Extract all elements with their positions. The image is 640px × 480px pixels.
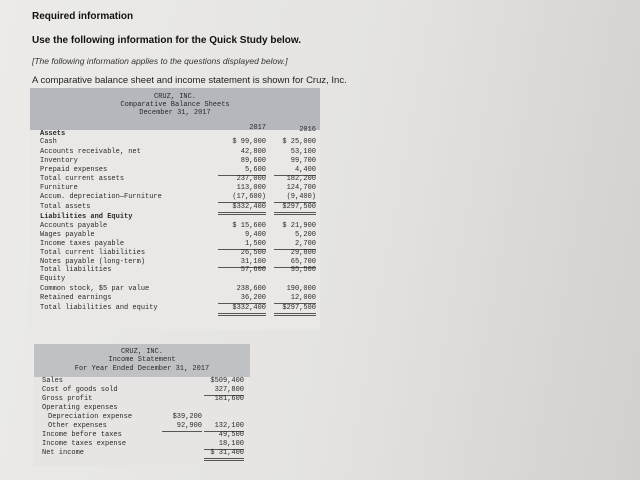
balance-sheet-row-label: Notes payable (long-term) — [40, 258, 146, 266]
balance-sheet-value-2016: $297,500 — [274, 304, 316, 316]
balance-sheet-row-label: Total current liabilities — [40, 249, 146, 257]
balance-sheet-row — [30, 222, 320, 231]
balance-sheet-value-2017: 237,000 — [236, 175, 266, 183]
balance-sheet-value-2016: 12,000 — [274, 294, 316, 304]
income-statement-row — [34, 431, 250, 440]
income-statement-row — [34, 404, 250, 413]
balance-sheet-row-label: Inventory — [40, 157, 78, 165]
balance-sheet-value-2016: 99,700 — [290, 157, 316, 165]
balance-sheet-value-2016: $297,500 — [274, 203, 316, 215]
balance-sheet-row-label: Cash — [40, 138, 57, 146]
balance-sheet-value-2017: (17,600) — [218, 193, 266, 203]
balance-sheet-row-label: Liabilities and Equity — [40, 213, 133, 221]
balance-sheet-value-2016: 65,700 — [274, 258, 316, 268]
income-statement-row — [34, 449, 250, 458]
balance-sheet-row-label: Total current assets — [40, 175, 125, 183]
income-statement-period: For Year Ended December 31, 2017 — [74, 365, 210, 373]
income-statement-total-value: $509,400 — [210, 377, 244, 385]
balance-sheet-value-2017: 238,600 — [236, 285, 266, 293]
income-statement-row-label: Cost of goods sold — [42, 386, 118, 394]
income-statement-row — [34, 386, 250, 395]
balance-sheet-value-2017: 36,200 — [218, 294, 266, 304]
balance-sheet-row-label: Total liabilities and equity — [40, 304, 158, 312]
income-statement-subtotal-value: 92,900 — [162, 422, 202, 432]
income-statement-row-label: Operating expenses — [42, 404, 118, 412]
balance-sheet-date: December 31, 2017 — [139, 109, 211, 117]
balance-sheet-row — [30, 138, 320, 147]
income-statement-row — [34, 395, 250, 404]
balance-sheet-value-2017: 5,600 — [218, 166, 266, 176]
balance-sheet-value-2016: 2,700 — [274, 240, 316, 250]
income-statement — [34, 344, 250, 466]
balance-sheet-value-2017: 1,500 — [218, 240, 266, 250]
balance-sheet-row — [30, 166, 320, 175]
income-statement-row-label: Income before taxes — [42, 431, 122, 439]
balance-sheet-value-2017: $332,400 — [218, 304, 266, 316]
income-statement-title: Income Statement — [108, 356, 176, 364]
balance-sheet-row — [30, 148, 320, 157]
balance-sheet-row — [30, 294, 320, 303]
balance-sheet-value-2017: $332,400 — [218, 203, 266, 215]
income-statement-total-value: $ 31,400 — [204, 449, 244, 461]
balance-sheet-value-2017: 9,400 — [244, 231, 266, 239]
balance-sheet-row-label: Accounts receivable, net — [40, 148, 141, 156]
balance-sheet-col-2017: 2017 — [249, 124, 266, 132]
balance-sheet-row-label: Income taxes payable — [40, 240, 125, 248]
income-statement-total-value: 327,800 — [204, 386, 244, 396]
balance-sheet-row — [30, 157, 320, 166]
balance-sheet-value-2017: 42,800 — [240, 148, 266, 156]
balance-sheet-row-label: Accum. depreciation—Furniture — [40, 193, 162, 201]
balance-sheet-value-2016: 182,200 — [286, 175, 316, 183]
income-statement-row-label: Gross profit — [42, 395, 93, 403]
balance-sheet-row — [30, 175, 320, 184]
balance-sheet-row — [30, 249, 320, 258]
balance-sheet-row-label: Accounts payable — [40, 222, 108, 230]
balance-sheet-row — [30, 184, 320, 193]
income-statement-total-value: 18,100 — [204, 440, 244, 450]
income-statement-row — [34, 413, 250, 422]
balance-sheet-value-2017: $ 15,600 — [232, 222, 266, 230]
balance-sheet-company: CRUZ, INC. — [153, 93, 196, 101]
balance-sheet-value-2016: (9,400) — [274, 193, 316, 203]
balance-sheet-row-label: Furniture — [40, 184, 78, 192]
income-statement-row — [34, 377, 250, 386]
balance-sheet-value-2017: 89,600 — [240, 157, 266, 165]
balance-sheet-row — [30, 285, 320, 294]
balance-sheet-title: Comparative Balance Sheets — [120, 101, 230, 109]
income-statement-total-value: 181,600 — [214, 395, 244, 403]
income-statement-total-value: 49,500 — [218, 431, 244, 439]
balance-sheet-value-2016: 29,800 — [290, 249, 316, 257]
balance-sheet-row-label: Prepaid expenses — [40, 166, 108, 174]
income-statement-company: CRUZ, INC. — [120, 348, 163, 356]
balance-sheet-value-2016: 124,700 — [286, 184, 316, 192]
balance-sheet-row — [30, 193, 320, 202]
balance-sheet-row-label: Wages payable — [40, 231, 95, 239]
balance-sheet-row-label: Total liabilities — [40, 266, 112, 274]
balance-sheet-row — [30, 266, 320, 275]
balance-sheet-value-2017: 31,100 — [218, 258, 266, 268]
balance-sheet-value-2016: 53,100 — [290, 148, 316, 156]
balance-sheet-col-2016: 2016 — [299, 126, 316, 134]
balance-sheet-row — [30, 213, 320, 222]
balance-sheet-value-2016: $ 21,900 — [282, 222, 316, 230]
balance-sheet-value-2017: 26,500 — [240, 249, 266, 257]
instruction-text: Use the following information for the Quick Study below. — [32, 35, 302, 46]
balance-sheet-value-2016: 190,000 — [286, 285, 316, 293]
income-statement-row-label: Sales — [42, 377, 64, 385]
balance-sheet-row — [30, 203, 320, 212]
balance-sheet-value-2016: 4,400 — [274, 166, 316, 176]
balance-sheet-row — [30, 240, 320, 249]
income-statement-row-label: Net income — [42, 449, 85, 457]
balance-sheet — [30, 88, 320, 330]
balance-sheet-row-label: Retained earnings — [40, 294, 112, 302]
balance-sheet-value-2017: 113,000 — [236, 184, 266, 192]
intro-text: A comparative balance sheet and income statement is shown for Cruz, Inc. — [32, 75, 347, 86]
income-statement-row-label: Other expenses — [48, 422, 107, 430]
income-statement-row — [34, 422, 250, 431]
balance-sheet-row — [30, 304, 320, 313]
balance-sheet-value-2016: 95,500 — [290, 266, 316, 274]
income-statement-subtotal-value: $39,200 — [172, 413, 202, 421]
balance-sheet-value-2017: $ 99,000 — [232, 138, 266, 146]
balance-sheet-value-2017: 57,600 — [240, 266, 266, 274]
balance-sheet-value-2016: $ 25,000 — [282, 138, 316, 146]
balance-sheet-row — [30, 231, 320, 240]
balance-sheet-row-label: Assets — [40, 130, 66, 138]
balance-sheet-row-label: Equity — [40, 275, 66, 283]
balance-sheet-row — [30, 275, 320, 284]
income-statement-row-label: Income taxes expense — [42, 440, 127, 448]
income-statement-total-value: 132,100 — [204, 422, 244, 432]
balance-sheet-row-label: Total assets — [40, 203, 91, 211]
income-statement-row — [34, 440, 250, 449]
required-information-heading: Required information — [32, 11, 134, 22]
balance-sheet-value-2016: 5,200 — [294, 231, 316, 239]
note-text: [The following information applies to the questions displayed below.] — [32, 56, 288, 66]
income-statement-row-label: Depreciation expense — [48, 413, 133, 421]
balance-sheet-row-label: Common stock, $5 par value — [40, 285, 150, 293]
